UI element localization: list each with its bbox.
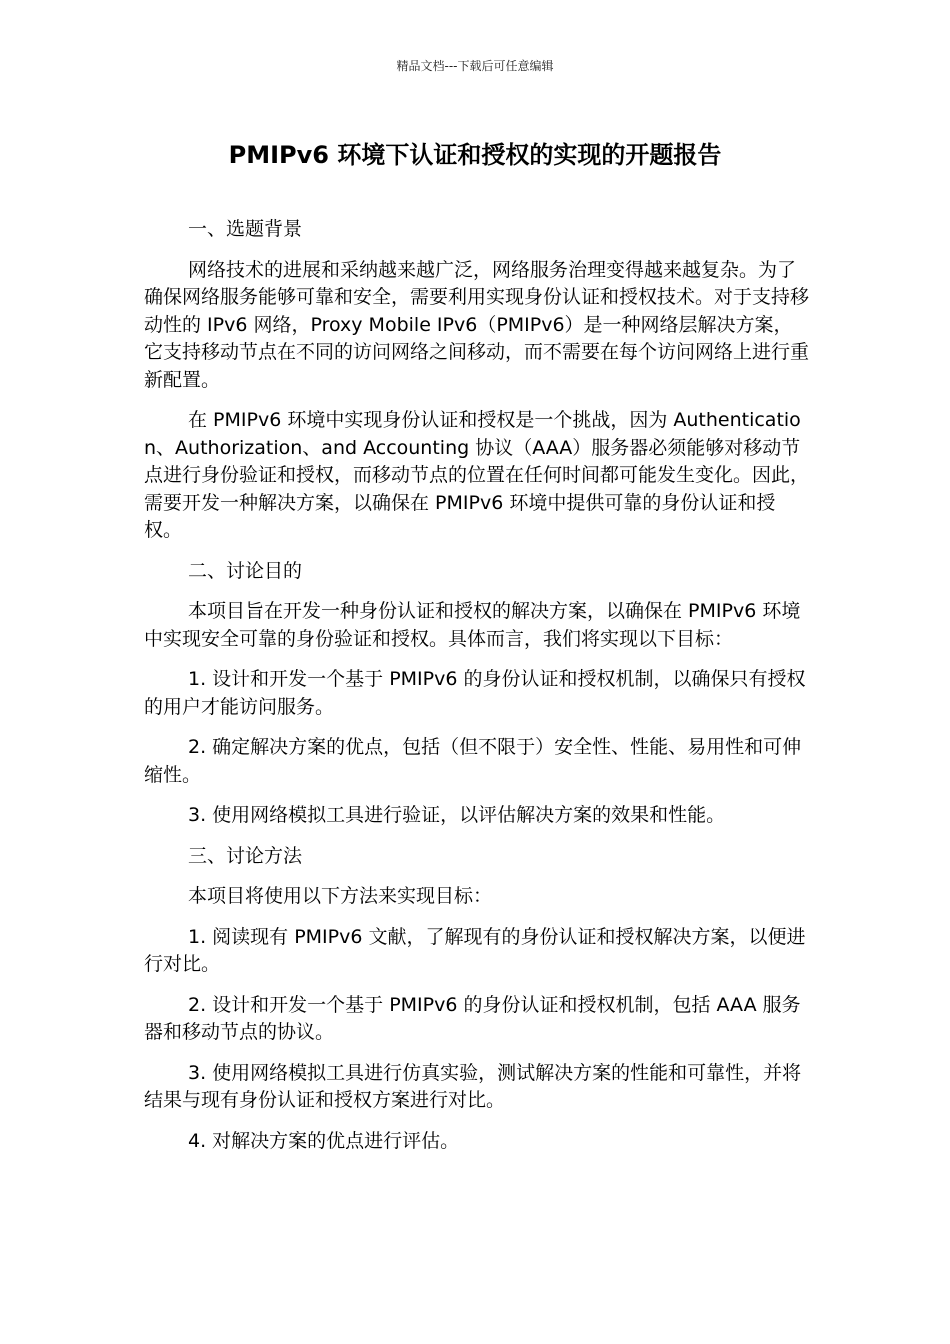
paragraph: 本项目旨在开发一种身份认证和授权的解决方案，以确保在 PMIPv6 环境中实现安全可靠的身份验证和授权。具体而言，我们将实现以下目标： bbox=[144, 600, 801, 650]
list-item: 1. 设计和开发一个基于 PMIPv6 的身份认证和授权机制，以确保只有授权的用户才能访问服务。 bbox=[144, 668, 806, 718]
list-item: 1. 阅读现有 PMIPv6 文献，了解现有的身份认证和授权解决方案，以便进行对比。 bbox=[144, 925, 806, 975]
list-item: 2. 设计和开发一个基于 PMIPv6 的身份认证和授权机制，包括 AAA 服务器和移动节点的协议。 bbox=[144, 993, 801, 1043]
list-item: 4. 对解决方案的优点进行评估。 bbox=[188, 1129, 460, 1152]
section-heading-method: 三、讨论方法 bbox=[188, 844, 303, 867]
header-note: 精品文档---下载后可任意编辑 bbox=[396, 59, 554, 73]
paragraph: 网络技术的进展和采纳越来越广泛，网络服务治理变得越来越复杂。为了确保网络服务能够可靠和安全，需要利用实现身份认证和授权技术。对于支持移动性的 IPv6 网络，Proxy Mobile IPv6（PMIPv6）是一种网络层解决方案，它支持移动节点在不同的访问网络之间移动，而不需要在每个访问网络上进行重新配置。 bbox=[144, 258, 810, 391]
list-item: 3. 使用网络模拟工具进行仿真实验，测试解决方案的性能和可靠性，并将结果与现有身份认证和授权方案进行对比。 bbox=[144, 1061, 802, 1111]
document-body bbox=[144, 216, 810, 1168]
paragraph: 在 PMIPv6 环境中实现身份认证和授权是一个挑战，因为 Authentication、Authorization、and Accounting 协议（AAA）服务器必须能够对移动节点进行身份验证和授权，而移动节点的位置在任何时间都可能发生变化。因此，需要开发一种解决方案，以确保在 PMIPv6 环境中提供可靠的身份认证和授权。 bbox=[144, 409, 810, 541]
section-heading-purpose: 二、讨论目的 bbox=[188, 559, 303, 582]
list-item: 3. 使用网络模拟工具进行验证，以评估解决方案的效果和性能。 bbox=[188, 804, 726, 826]
list-item: 2. 确定解决方案的优点，包括（但不限于）安全性、性能、易用性和可伸缩性。 bbox=[144, 736, 802, 786]
paragraph: 本项目将使用以下方法来实现目标： bbox=[188, 885, 493, 907]
document-title: PMIPv6 环境下认证和授权的实现的开题报告 bbox=[228, 141, 722, 169]
section-heading-background: 一、选题背景 bbox=[188, 218, 303, 240]
